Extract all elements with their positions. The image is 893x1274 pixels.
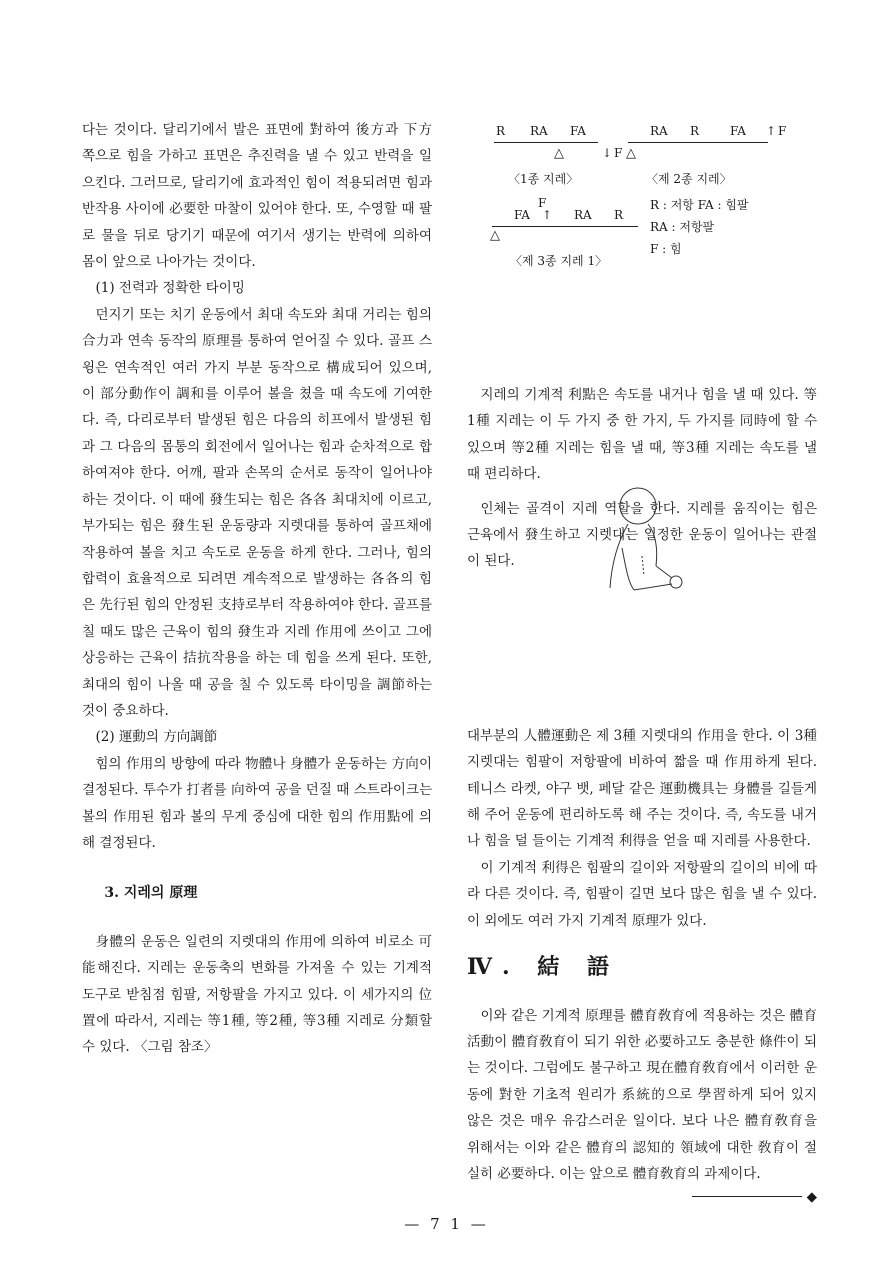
- paragraph: 인체는 골격이 지레 역할을 한다. 지레를 움직이는 힘은 근육에서 發生하고 지렛대는 일정한 운동이 일어나는 관절이 된다.: [467, 500, 817, 570]
- lever1-R: R: [496, 124, 506, 138]
- lever2-F: F: [778, 124, 787, 138]
- lever2-R: R: [690, 124, 700, 138]
- paragraph: 이 기계적 利得은 힘팔의 길이와 저항팔의 길이의 비에 따라 다른 것이다. 즉, 힘팔이 길면 보다 많은 힘을 낼 수 있다. 이 외에도 여러 가지 기계적 原理가 있다.: [467, 859, 817, 929]
- ball: [670, 576, 682, 588]
- lever1-RA: RA: [530, 124, 548, 138]
- paragraph: 대부분의 人體運動은 제 3種 지렛대의 作用을 한다. 이 3種 지렛대는 힘팔이 저항팔에 비하여 짧을 때 作用하게 된다. 테니스 라켓, 야구 뱃, 페달 같은 運動機具는 身體를 길들게 해 주어 운동에 편리하도록 해 주는 것이다. 즉, 속도를 내거나 힘을 덜 들이는 기계적 利得을 얻을 때 지레를 사용한다.: [467, 727, 817, 850]
- lever1-F: F: [614, 146, 623, 160]
- elbow-outline: [656, 566, 672, 578]
- muscle-force-line: [642, 556, 644, 576]
- inner-arm-outline: [622, 548, 634, 590]
- end-diamond-icon: ◆: [806, 1188, 817, 1205]
- subsection-heading: (1) 전력과 정확한 타이밍: [95, 280, 245, 297]
- arrow-down-icon: ↓: [602, 146, 613, 160]
- section-heading: 3. 지레의 原理: [104, 885, 198, 902]
- arrow-up-icon: ↑: [766, 124, 777, 138]
- fulcrum-icon: △: [626, 146, 636, 161]
- lever1-FA: FA: [570, 124, 586, 138]
- lever2-RA: RA: [650, 124, 668, 138]
- arrow-up-icon: ↑: [542, 208, 553, 222]
- lever2-bar: [628, 142, 768, 143]
- paragraph: 다는 것이다. 달리기에서 발은 표면에 對하여 後方과 下方 쪽으로 힘을 가하고 표면은 추진력을 낼 수 있고 반력을 일으킨다. 그러므로, 달리기에 효과적인 힘이 적용되려면 힘과 반작용 사이에 必要한 마찰이 있어야 한다. 또, 수영할 때 팔로 물을 뒤로 당기기 때문에 여기서 생기는 반력에 의하여 몸이 앞으로 나아가는 것이다.: [82, 122, 432, 271]
- lever2-caption: 〈제 2종 지레〉: [646, 172, 732, 186]
- end-rule: [692, 1196, 802, 1197]
- end-mark: [467, 1183, 817, 1210]
- legend-line: F : 힘: [650, 242, 682, 256]
- legend-line: R : 저항 FA : 힘팔: [650, 198, 749, 212]
- subsection-heading: (2) 運動의 方向調節: [95, 729, 218, 746]
- lever3-caption: 〈제 3종 지레 1〉: [510, 254, 608, 268]
- lever3-RA: RA: [574, 208, 592, 222]
- lever1-caption: 〈1종 지레〉: [508, 172, 579, 186]
- forearm-outline: [634, 584, 672, 590]
- arm-lever-figure: [598, 478, 698, 608]
- upper-arm-outline: [648, 524, 657, 566]
- paragraph: 던지기 또는 치기 운동에서 최대 속도와 최대 거리는 힘의 合力과 연속 동작의 原理를 통하여 얻어질 수 있다. 골프 스윙은 연속적인 여러 가지 부분 동작으로 構成되어 있으며, 이 部分動作이 調和를 이루어 볼을 쳤을 때 속도에 기여한다. 즉, 다리로부터 발생된 힘은 다음의 히프에서 발생된 힘과 그 다음의 몸통의 회전에서 일어나는 힘과 순차적으로 합하여져야 한다. 어깨, 팔과 손목의 순서로 동작이 일어나야 하는 것이다. 이 때에 發生되는 힘은 各各 최대치에 이르고, 부가되는 힘은 發生된 운동량과 지렛대를 통하여 골프채에 작용하여 볼을 치고 속도로 운동을 하게 한다. 그러나, 힘의 합력이 효율적으로 되려면 계속적으로 발생하는 各各의 힘은 先行된 힘의 안정된 支持로부터 작용하여야 한다. 골프를 칠 때도 많은 근육이 힘의 發生과 지레 作用에 쓰이고 그에 상응하는 근육이 拮抗작용을 하는 데 힘을 쓰게 된다. 또한, 최대의 힘이 나올 때 공을 칠 수 있도록 타이밍을 調節하는 것이 중요하다.: [82, 306, 432, 719]
- paragraph: 힘의 作用의 방향에 따라 物體나 身體가 운동하는 方向이 결정된다. 투수가 打者를 向하여 공을 던질 때 스트라이크는 볼의 作用된 힘과 볼의 무게 중심에 대한 힘의 作用點에 의해 결정된다.: [82, 755, 432, 851]
- lever3-F: F: [538, 196, 547, 210]
- lever1-bar: [494, 142, 598, 143]
- paragraph: 지레의 기계적 利點은 속도를 내거나 힘을 낼 때 있다. 等1種 지레는 이 두 가지 중 한 가지, 두 가지를 同時에 할 수 있으며 等2種 지레는 힘을 낼 때, 等3種 지레는 속도를 낼 때 편리하다.: [467, 387, 817, 483]
- lever3-bar: [492, 226, 638, 227]
- back-outline: [610, 524, 628, 588]
- paragraph: 이와 같은 기계적 原理를 體育敎育에 적용하는 것은 體育活動이 體育敎育이 되기 위한 必要하고도 충분한 條件이 되는 것이다. 그럼에도 불구하고 現在體育敎育에서 이러한 운동에 對한 기초적 원리가 系統的으로 學習하게 되어 있지 않은 것은 매우 유감스러운 일이다. 보다 나은 體育敎育을 위해서는 이와 같은 體育의 認知的 領域에 대한 敎育이 절실히 必要하다. 이는 앞으로 體育敎育의 과제이다.: [467, 1007, 817, 1182]
- lever3-FA: FA: [514, 208, 530, 222]
- left-column: [82, 117, 432, 1061]
- lever2-FA: FA: [730, 124, 746, 138]
- fulcrum-icon: △: [554, 146, 564, 161]
- fulcrum-icon: △: [490, 228, 500, 243]
- legend-line: RA : 저항팔: [650, 220, 715, 234]
- lever-diagrams: [490, 118, 820, 382]
- page-number: — 7 1 —: [404, 1215, 489, 1233]
- head: [620, 488, 656, 524]
- paragraph: 身體의 운동은 일련의 지렛대의 作用에 의하여 비로소 可能해진다. 지레는 운동축의 변화를 가져올 수 있는 기계적 도구로 받침점 힘팔, 저항팔을 가지고 있다. 이 세가지의 位置에 따라서, 지레는 等1種, 等2種, 等3種 지레로 分類할 수 있다. 〈그림 참조〉: [82, 933, 432, 1056]
- lever3-R: R: [614, 208, 624, 222]
- section-heading: Ⅳ. 結 語: [467, 954, 619, 981]
